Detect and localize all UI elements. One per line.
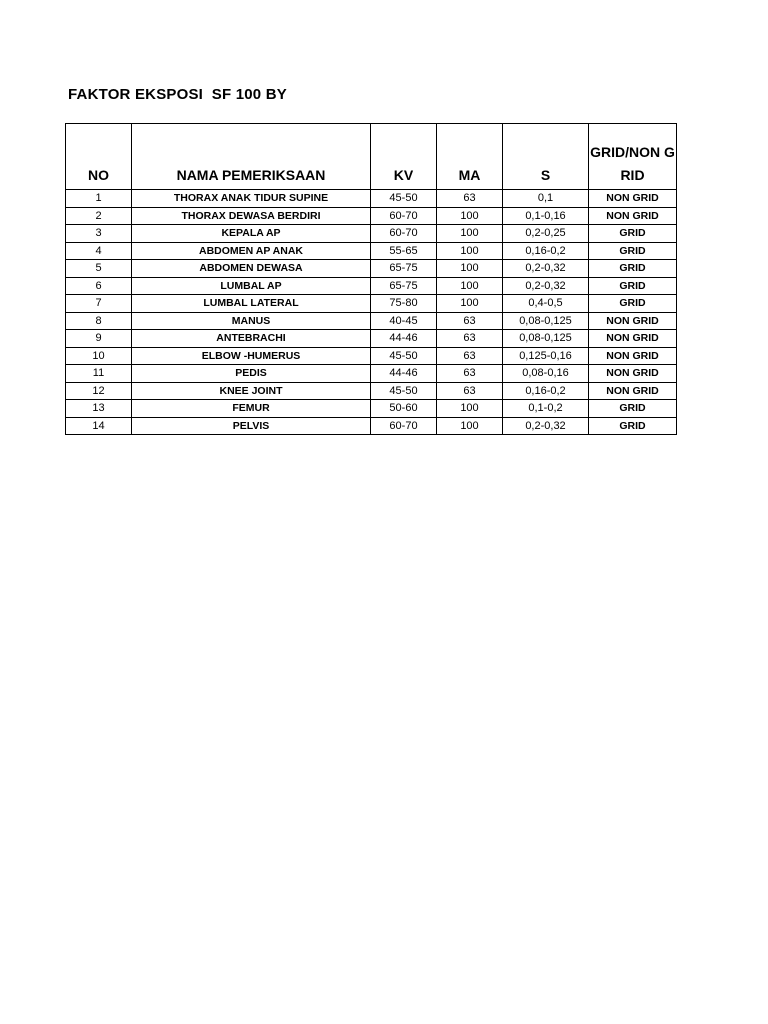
- cell-ma: 100: [437, 207, 503, 225]
- cell-name: ANTEBRACHI: [132, 330, 371, 348]
- cell-grid: GRID: [589, 277, 677, 295]
- cell-grid: GRID: [589, 260, 677, 278]
- cell-name: KNEE JOINT: [132, 382, 371, 400]
- table-row: [66, 242, 677, 260]
- cell-s: 0,1: [503, 190, 589, 208]
- table-row: [66, 225, 677, 243]
- column-header-kv: KV: [371, 124, 437, 190]
- column-header-name: NAMA PEMERIKSAAN: [132, 124, 371, 190]
- table-row: [66, 347, 677, 365]
- column-header-ma: MA: [437, 124, 503, 190]
- cell-kv: 44-46: [371, 365, 437, 383]
- cell-name: LUMBAL LATERAL: [132, 295, 371, 313]
- cell-grid: NON GRID: [589, 347, 677, 365]
- table-row: [66, 400, 677, 418]
- cell-kv: 44-46: [371, 330, 437, 348]
- cell-grid: NON GRID: [589, 365, 677, 383]
- cell-grid: NON GRID: [589, 330, 677, 348]
- cell-no: 8: [66, 312, 132, 330]
- cell-name: ABDOMEN AP ANAK: [132, 242, 371, 260]
- cell-no: 2: [66, 207, 132, 225]
- table-row: [66, 417, 677, 435]
- cell-name: KEPALA AP: [132, 225, 371, 243]
- cell-no: 6: [66, 277, 132, 295]
- cell-grid: NON GRID: [589, 190, 677, 208]
- cell-s: 0,2-0,32: [503, 260, 589, 278]
- cell-kv: 65-75: [371, 277, 437, 295]
- cell-s: 0,4-0,5: [503, 295, 589, 313]
- cell-grid: GRID: [589, 417, 677, 435]
- cell-kv: 60-70: [371, 207, 437, 225]
- cell-ma: 100: [437, 225, 503, 243]
- cell-name: ELBOW -HUMERUS: [132, 347, 371, 365]
- page-title: FAKTOR EKSPOSI SF 100 BY: [68, 86, 287, 103]
- table-header: [66, 124, 677, 190]
- cell-grid: NON GRID: [589, 312, 677, 330]
- cell-ma: 63: [437, 312, 503, 330]
- cell-no: 9: [66, 330, 132, 348]
- cell-no: 5: [66, 260, 132, 278]
- table-row: [66, 207, 677, 225]
- cell-no: 14: [66, 417, 132, 435]
- cell-name: PEDIS: [132, 365, 371, 383]
- cell-kv: 60-70: [371, 417, 437, 435]
- table-row: [66, 295, 677, 313]
- column-header-s: S: [503, 124, 589, 190]
- cell-ma: 100: [437, 295, 503, 313]
- cell-grid: NON GRID: [589, 382, 677, 400]
- cell-no: 4: [66, 242, 132, 260]
- cell-no: 11: [66, 365, 132, 383]
- cell-name: THORAX DEWASA BERDIRI: [132, 207, 371, 225]
- cell-grid: GRID: [589, 295, 677, 313]
- cell-s: 0,1-0,16: [503, 207, 589, 225]
- cell-name: MANUS: [132, 312, 371, 330]
- cell-kv: 45-50: [371, 347, 437, 365]
- cell-grid: GRID: [589, 400, 677, 418]
- cell-grid: NON GRID: [589, 207, 677, 225]
- cell-no: 12: [66, 382, 132, 400]
- cell-kv: 75-80: [371, 295, 437, 313]
- cell-name: ABDOMEN DEWASA: [132, 260, 371, 278]
- cell-grid: GRID: [589, 225, 677, 243]
- table-row: [66, 330, 677, 348]
- table-header-row: [66, 124, 677, 190]
- cell-kv: 45-50: [371, 382, 437, 400]
- table-row: [66, 190, 677, 208]
- table-row: [66, 277, 677, 295]
- table-row: [66, 312, 677, 330]
- cell-no: 1: [66, 190, 132, 208]
- cell-kv: 50-60: [371, 400, 437, 418]
- cell-kv: 40-45: [371, 312, 437, 330]
- cell-ma: 100: [437, 417, 503, 435]
- cell-ma: 100: [437, 400, 503, 418]
- cell-kv: 45-50: [371, 190, 437, 208]
- cell-s: 0,2-0,32: [503, 277, 589, 295]
- table-row: [66, 382, 677, 400]
- cell-ma: 100: [437, 242, 503, 260]
- cell-ma: 63: [437, 330, 503, 348]
- cell-s: 0,08-0,125: [503, 312, 589, 330]
- cell-kv: 60-70: [371, 225, 437, 243]
- cell-name: LUMBAL AP: [132, 277, 371, 295]
- cell-s: 0,16-0,2: [503, 242, 589, 260]
- cell-kv: 55-65: [371, 242, 437, 260]
- cell-no: 3: [66, 225, 132, 243]
- cell-no: 10: [66, 347, 132, 365]
- table-body: [66, 190, 677, 435]
- cell-ma: 63: [437, 382, 503, 400]
- cell-name: THORAX ANAK TIDUR SUPINE: [132, 190, 371, 208]
- column-header-grid: [589, 124, 677, 190]
- cell-ma: 63: [437, 347, 503, 365]
- cell-ma: 63: [437, 365, 503, 383]
- exposure-factor-table: [65, 123, 677, 435]
- cell-s: 0,1-0,2: [503, 400, 589, 418]
- cell-ma: 100: [437, 260, 503, 278]
- cell-s: 0,125-0,16: [503, 347, 589, 365]
- cell-name: FEMUR: [132, 400, 371, 418]
- cell-s: 0,2-0,25: [503, 225, 589, 243]
- column-header-grid-label: GRID/NON GRID: [590, 144, 675, 183]
- cell-s: 0,2-0,32: [503, 417, 589, 435]
- cell-ma: 63: [437, 190, 503, 208]
- cell-no: 13: [66, 400, 132, 418]
- cell-grid: GRID: [589, 242, 677, 260]
- cell-no: 7: [66, 295, 132, 313]
- cell-s: 0,08-0,125: [503, 330, 589, 348]
- table-row: [66, 260, 677, 278]
- table-row: [66, 365, 677, 383]
- cell-name: PELVIS: [132, 417, 371, 435]
- cell-kv: 65-75: [371, 260, 437, 278]
- column-header-no: NO: [66, 124, 132, 190]
- cell-ma: 100: [437, 277, 503, 295]
- cell-s: 0,08-0,16: [503, 365, 589, 383]
- cell-s: 0,16-0,2: [503, 382, 589, 400]
